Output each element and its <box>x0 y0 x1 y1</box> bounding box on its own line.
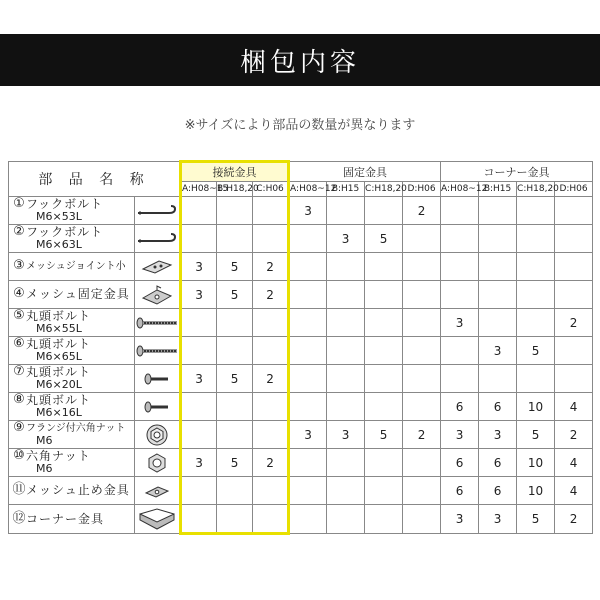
part-name: 丸頭ボルト <box>26 309 92 323</box>
part-image-cell <box>135 337 181 365</box>
quantity-cell <box>441 225 479 253</box>
part-spec: M6×63L <box>36 238 82 251</box>
quantity-cell <box>327 309 365 337</box>
quantity-cell: 3 <box>479 421 517 449</box>
quantity-cell: 10 <box>517 449 555 477</box>
part-name: メッシュ止め金具 <box>26 483 130 497</box>
part-number: ⑨ <box>13 420 25 435</box>
part-spec: M6×16L <box>36 406 82 419</box>
quantity-cell <box>365 505 403 534</box>
quantity-cell <box>217 197 253 225</box>
quantity-cell <box>403 253 441 281</box>
part-number: ③ <box>13 258 25 273</box>
quantity-cell <box>289 281 327 309</box>
page-title: 梱包内容 <box>239 47 360 78</box>
quantity-cell: 3 <box>479 505 517 534</box>
part-image-cell <box>135 505 181 534</box>
quantity-cell <box>253 477 289 505</box>
quantity-cell: 3 <box>181 365 217 393</box>
quantity-cell <box>217 421 253 449</box>
quantity-cell: 2 <box>555 309 593 337</box>
part-number: ⑫ <box>12 510 26 526</box>
round-head-bolt-icon <box>135 317 179 329</box>
quantity-cell <box>289 449 327 477</box>
table-row <box>9 477 593 505</box>
quantity-cell <box>253 505 289 534</box>
quantity-cell <box>327 253 365 281</box>
column-header: B:H15 <box>327 182 365 197</box>
quantity-cell <box>403 225 441 253</box>
quantity-cell: 2 <box>403 421 441 449</box>
quantity-cell <box>441 281 479 309</box>
quantity-cell <box>403 477 441 505</box>
quantity-cell <box>441 197 479 225</box>
quantity-cell: 2 <box>253 253 289 281</box>
quantity-cell <box>365 477 403 505</box>
column-header: D:H06 <box>403 182 441 197</box>
part-image-cell <box>135 309 181 337</box>
table-row <box>9 393 593 421</box>
quantity-cell: 3 <box>327 225 365 253</box>
part-name-cell <box>9 253 135 281</box>
quantity-cell <box>555 281 593 309</box>
quantity-cell: 3 <box>289 421 327 449</box>
quantity-cell <box>365 281 403 309</box>
quantity-cell <box>289 477 327 505</box>
quantity-cell: 5 <box>217 365 253 393</box>
quantity-cell <box>403 281 441 309</box>
quantity-cell <box>555 337 593 365</box>
quantity-cell <box>327 477 365 505</box>
quantity-cell: 6 <box>441 393 479 421</box>
part-number: ⑦ <box>13 364 25 379</box>
part-name-cell <box>9 337 135 365</box>
round-head-bolt-icon <box>135 401 179 413</box>
quantity-cell <box>253 197 289 225</box>
quantity-cell <box>365 253 403 281</box>
quantity-cell <box>517 253 555 281</box>
quantity-cell <box>181 197 217 225</box>
quantity-cell <box>365 309 403 337</box>
part-image-cell <box>135 281 181 309</box>
quantity-cell <box>253 393 289 421</box>
round-head-bolt-icon <box>135 373 179 385</box>
part-name-cell <box>9 449 135 477</box>
quantity-cell <box>181 309 217 337</box>
quantity-cell <box>181 393 217 421</box>
quantity-cell <box>327 449 365 477</box>
quantity-cell: 3 <box>479 337 517 365</box>
quantity-cell: 2 <box>555 505 593 534</box>
table-row <box>9 505 593 534</box>
group-header-connector: 接続金具 <box>181 162 289 182</box>
quantity-cell <box>365 365 403 393</box>
quantity-cell: 5 <box>517 505 555 534</box>
quantity-cell: 3 <box>181 281 217 309</box>
table-row <box>9 337 593 365</box>
quantity-cell <box>517 225 555 253</box>
group-header-fixing: 固定金具 <box>289 162 441 182</box>
quantity-cell <box>289 505 327 534</box>
quantity-cell <box>555 365 593 393</box>
quantity-cell <box>365 393 403 421</box>
part-spec: M6×55L <box>36 322 82 335</box>
quantity-cell <box>181 225 217 253</box>
part-name-cell <box>9 281 135 309</box>
quantity-cell: 3 <box>181 253 217 281</box>
quantity-cell: 2 <box>403 197 441 225</box>
quantity-cell <box>555 253 593 281</box>
flange-hex-nut-icon <box>135 423 179 447</box>
quantity-cell <box>479 225 517 253</box>
table-row <box>9 225 593 253</box>
quantity-cell <box>181 337 217 365</box>
quantity-cell <box>253 421 289 449</box>
part-number: ⑤ <box>13 308 25 323</box>
mesh-joint-plate-icon <box>135 257 179 277</box>
quantity-cell: 3 <box>181 449 217 477</box>
column-header: A:H08~12 <box>289 182 327 197</box>
quantity-cell <box>555 225 593 253</box>
part-number: ① <box>13 196 25 211</box>
quantity-cell: 6 <box>441 477 479 505</box>
quantity-cell <box>441 337 479 365</box>
part-image-cell <box>135 225 181 253</box>
quantity-cell <box>327 337 365 365</box>
quantity-cell: 2 <box>253 365 289 393</box>
part-name: フランジ付六角ナット <box>26 423 126 434</box>
quantity-cell: 6 <box>479 477 517 505</box>
quantity-cell <box>289 253 327 281</box>
quantity-cell <box>327 365 365 393</box>
column-header: A:H08~12 <box>441 182 479 197</box>
quantity-cell: 5 <box>217 281 253 309</box>
quantity-cell <box>289 337 327 365</box>
part-image-cell <box>135 449 181 477</box>
column-header: C:H18,20 <box>517 182 555 197</box>
part-number: ⑪ <box>12 482 26 497</box>
size-note: ※サイズにより部品の数量が異なります <box>184 118 416 133</box>
quantity-cell <box>327 393 365 421</box>
hex-nut-icon <box>135 452 179 474</box>
part-name-cell <box>9 393 135 421</box>
part-name: メッシュ固定金具 <box>26 287 130 301</box>
quantity-cell <box>403 337 441 365</box>
part-name: コーナー金具 <box>26 511 105 526</box>
part-image-cell <box>135 393 181 421</box>
quantity-cell <box>365 337 403 365</box>
mesh-fixing-bracket-icon <box>135 284 179 306</box>
quantity-cell <box>441 253 479 281</box>
quantity-cell <box>289 309 327 337</box>
quantity-cell <box>555 197 593 225</box>
quantity-cell <box>479 365 517 393</box>
part-name-cell <box>9 421 135 449</box>
quantity-cell <box>403 309 441 337</box>
quantity-cell <box>517 281 555 309</box>
part-spec: M6×65L <box>36 350 82 363</box>
quantity-cell <box>253 225 289 253</box>
part-name-cell <box>9 225 135 253</box>
part-number: ⑧ <box>13 392 25 407</box>
quantity-cell: 4 <box>555 393 593 421</box>
quantity-cell: 10 <box>517 477 555 505</box>
mesh-clip-icon <box>135 481 179 501</box>
quantity-cell: 10 <box>517 393 555 421</box>
part-spec: M6×20L <box>36 378 82 391</box>
table-row <box>9 197 593 225</box>
quantity-cell <box>403 393 441 421</box>
quantity-cell: 3 <box>441 505 479 534</box>
quantity-cell <box>181 477 217 505</box>
quantity-cell: 6 <box>441 449 479 477</box>
column-header: A:H08~15 <box>181 182 217 197</box>
quantity-cell <box>217 337 253 365</box>
part-name: 丸頭ボルト <box>26 337 92 351</box>
quantity-cell <box>403 365 441 393</box>
column-header: D:H06 <box>555 182 593 197</box>
quantity-cell <box>289 393 327 421</box>
hook-bolt-icon <box>135 232 179 246</box>
quantity-cell: 3 <box>441 309 479 337</box>
quantity-cell: 2 <box>253 281 289 309</box>
quantity-cell: 2 <box>555 421 593 449</box>
quantity-cell <box>403 505 441 534</box>
quantity-cell <box>217 393 253 421</box>
quantity-cell: 4 <box>555 449 593 477</box>
quantity-cell <box>479 281 517 309</box>
part-name: メッシュジョイント小 <box>26 261 126 272</box>
part-name-cell <box>9 477 135 505</box>
quantity-cell <box>289 225 327 253</box>
quantity-cell: 5 <box>365 421 403 449</box>
part-image-cell <box>135 421 181 449</box>
quantity-cell <box>365 197 403 225</box>
quantity-cell: 2 <box>253 449 289 477</box>
quantity-cell: 3 <box>327 421 365 449</box>
part-name: フックボルト <box>26 197 104 211</box>
quantity-cell <box>253 309 289 337</box>
quantity-cell <box>441 365 479 393</box>
part-name-cell <box>9 365 135 393</box>
part-name: フックボルト <box>26 225 104 239</box>
part-name-cell <box>9 309 135 337</box>
quantity-cell: 5 <box>517 421 555 449</box>
quantity-cell <box>253 337 289 365</box>
quantity-cell <box>479 197 517 225</box>
part-number: ④ <box>13 286 25 301</box>
quantity-cell <box>327 197 365 225</box>
quantity-cell <box>403 449 441 477</box>
part-name: 丸頭ボルト <box>26 393 92 407</box>
quantity-cell: 5 <box>217 253 253 281</box>
table-row <box>9 365 593 393</box>
part-name-cell <box>9 505 135 534</box>
quantity-cell <box>181 505 217 534</box>
column-header: B:H18,20 <box>217 182 253 197</box>
table-row <box>9 309 593 337</box>
round-head-bolt-icon <box>135 345 179 357</box>
table-row <box>9 253 593 281</box>
quantity-cell <box>217 477 253 505</box>
column-header: C:H06 <box>253 182 289 197</box>
part-name-header: 部 品 名 称 <box>9 162 181 197</box>
part-image-cell <box>135 477 181 505</box>
parts-table <box>8 160 593 535</box>
part-name: 丸頭ボルト <box>26 365 92 379</box>
quantity-cell: 5 <box>365 225 403 253</box>
column-header: B:H15 <box>479 182 517 197</box>
quantity-cell <box>327 281 365 309</box>
part-name: 六角ナット <box>26 449 91 463</box>
column-header: C:H18,20 <box>365 182 403 197</box>
part-image-cell <box>135 253 181 281</box>
quantity-cell <box>517 365 555 393</box>
part-number: ② <box>13 224 25 239</box>
part-spec: M6×53L <box>36 210 82 223</box>
part-number: ⑩ <box>13 448 25 463</box>
quantity-cell <box>365 449 403 477</box>
quantity-cell: 6 <box>479 449 517 477</box>
part-number: ⑥ <box>13 336 25 351</box>
quantity-cell <box>181 421 217 449</box>
group-header-corner: コーナー金具 <box>441 162 593 182</box>
table-row <box>9 281 593 309</box>
part-spec: M6 <box>36 434 53 447</box>
table-row <box>9 421 593 449</box>
part-image-cell <box>135 365 181 393</box>
hook-bolt-icon <box>135 204 179 218</box>
part-spec: M6 <box>36 462 53 475</box>
quantity-cell <box>217 225 253 253</box>
quantity-cell <box>289 365 327 393</box>
part-name-cell <box>9 197 135 225</box>
quantity-cell: 5 <box>517 337 555 365</box>
quantity-cell <box>479 253 517 281</box>
quantity-cell <box>517 197 555 225</box>
quantity-cell: 5 <box>217 449 253 477</box>
corner-bracket-icon <box>135 506 179 532</box>
quantity-cell: 3 <box>289 197 327 225</box>
part-image-cell <box>135 197 181 225</box>
title-banner <box>0 34 600 86</box>
quantity-cell <box>217 505 253 534</box>
quantity-cell: 4 <box>555 477 593 505</box>
quantity-cell <box>517 309 555 337</box>
quantity-cell <box>217 309 253 337</box>
quantity-cell <box>479 309 517 337</box>
quantity-cell <box>327 505 365 534</box>
quantity-cell: 6 <box>479 393 517 421</box>
quantity-cell: 3 <box>441 421 479 449</box>
table-row <box>9 449 593 477</box>
